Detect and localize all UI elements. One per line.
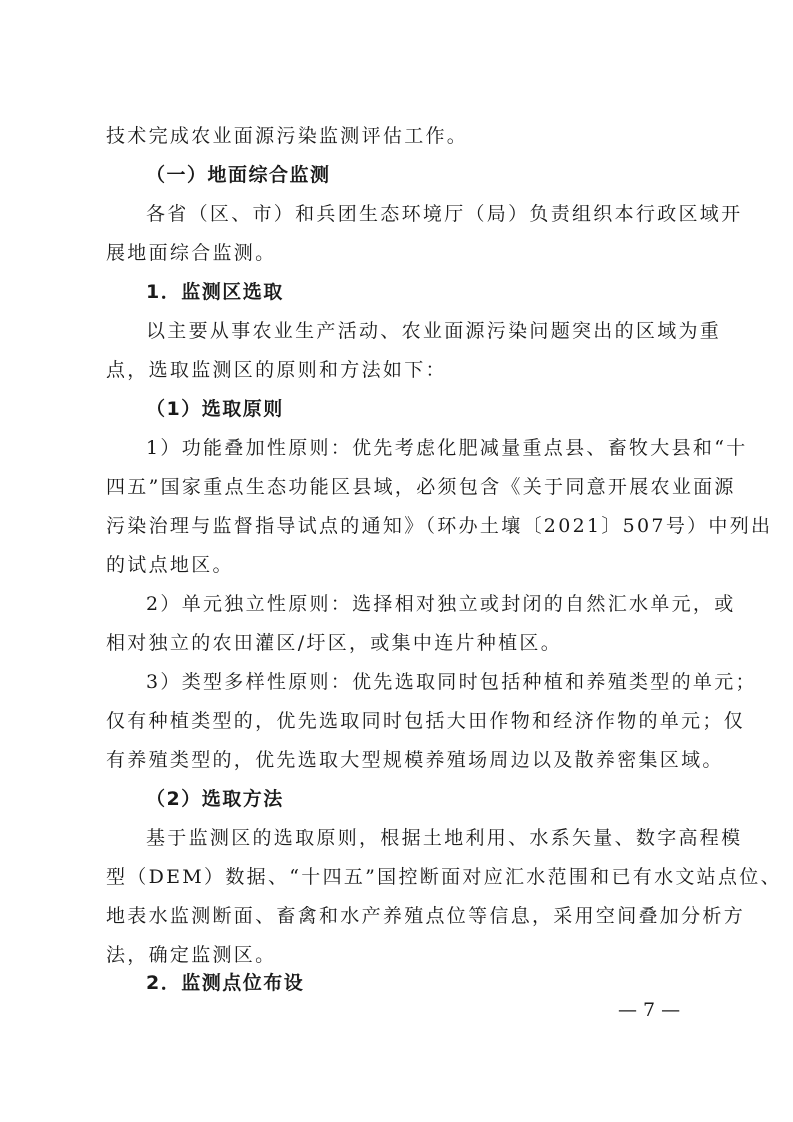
section-heading-ground-monitoring: （一）地面综合监测	[146, 164, 331, 186]
paragraph-line: 仅有种植类型的，优先选取同时包括大田作物和经济作物的单元；仅	[106, 710, 746, 732]
paragraph-line: 污染治理与监督指导试点的通知》（环办土壤〔2021〕507号）中列出	[106, 515, 773, 537]
subsection-heading-selection-principles: （1）选取原则	[146, 398, 284, 420]
page-number: — 7 —	[618, 999, 681, 1021]
paragraph-line: 2）单元独立性原则：选择相对独立或封闭的自然汇水单元，或	[146, 593, 736, 615]
paragraph-line: 有养殖类型的，优先选取大型规模养殖场周边以及散养密集区域。	[106, 749, 724, 771]
paragraph-continuation: 技术完成农业面源污染监测评估工作。	[106, 125, 469, 147]
paragraph-line: 四五”国家重点生态功能区县域，必须包含《关于同意开展农业面源	[106, 476, 736, 498]
subsection-heading-point-layout: 2．监测点位布设	[146, 972, 305, 994]
paragraph-line: 的试点地区。	[106, 554, 234, 576]
paragraph-line: 法，确定监测区。	[106, 944, 277, 966]
paragraph-line: 型（DEM）数据、“十四五”国控断面对应汇水范围和已有水文站点位、	[106, 866, 782, 888]
paragraph-line: 展地面综合监测。	[106, 242, 277, 264]
paragraph-line: 以主要从事农业生产活动、农业面源污染问题突出的区域为重	[146, 320, 722, 342]
paragraph-line: 地表水监测断面、畜禽和水产养殖点位等信息，采用空间叠加分析方	[106, 905, 746, 927]
paragraph-line: 点，选取监测区的原则和方法如下：	[106, 359, 447, 381]
paragraph-line: 3）类型多样性原则：优先选取同时包括种植和养殖类型的单元；	[146, 671, 757, 693]
subsection-heading-selection-method: （2）选取方法	[146, 788, 284, 810]
paragraph-line: 1）功能叠加性原则：优先考虑化肥减量重点县、畜牧大县和“十	[146, 437, 748, 459]
paragraph-line: 各省（区、市）和兵团生态环境厅（局）负责组织本行政区域开	[146, 203, 743, 225]
paragraph-line: 相对独立的农田灌区/圩区，或集中连片种植区。	[106, 632, 563, 654]
paragraph-line: 基于监测区的选取原则，根据土地利用、水系矢量、数字高程模	[146, 827, 743, 849]
subsection-heading-area-selection: 1．监测区选取	[146, 281, 284, 303]
